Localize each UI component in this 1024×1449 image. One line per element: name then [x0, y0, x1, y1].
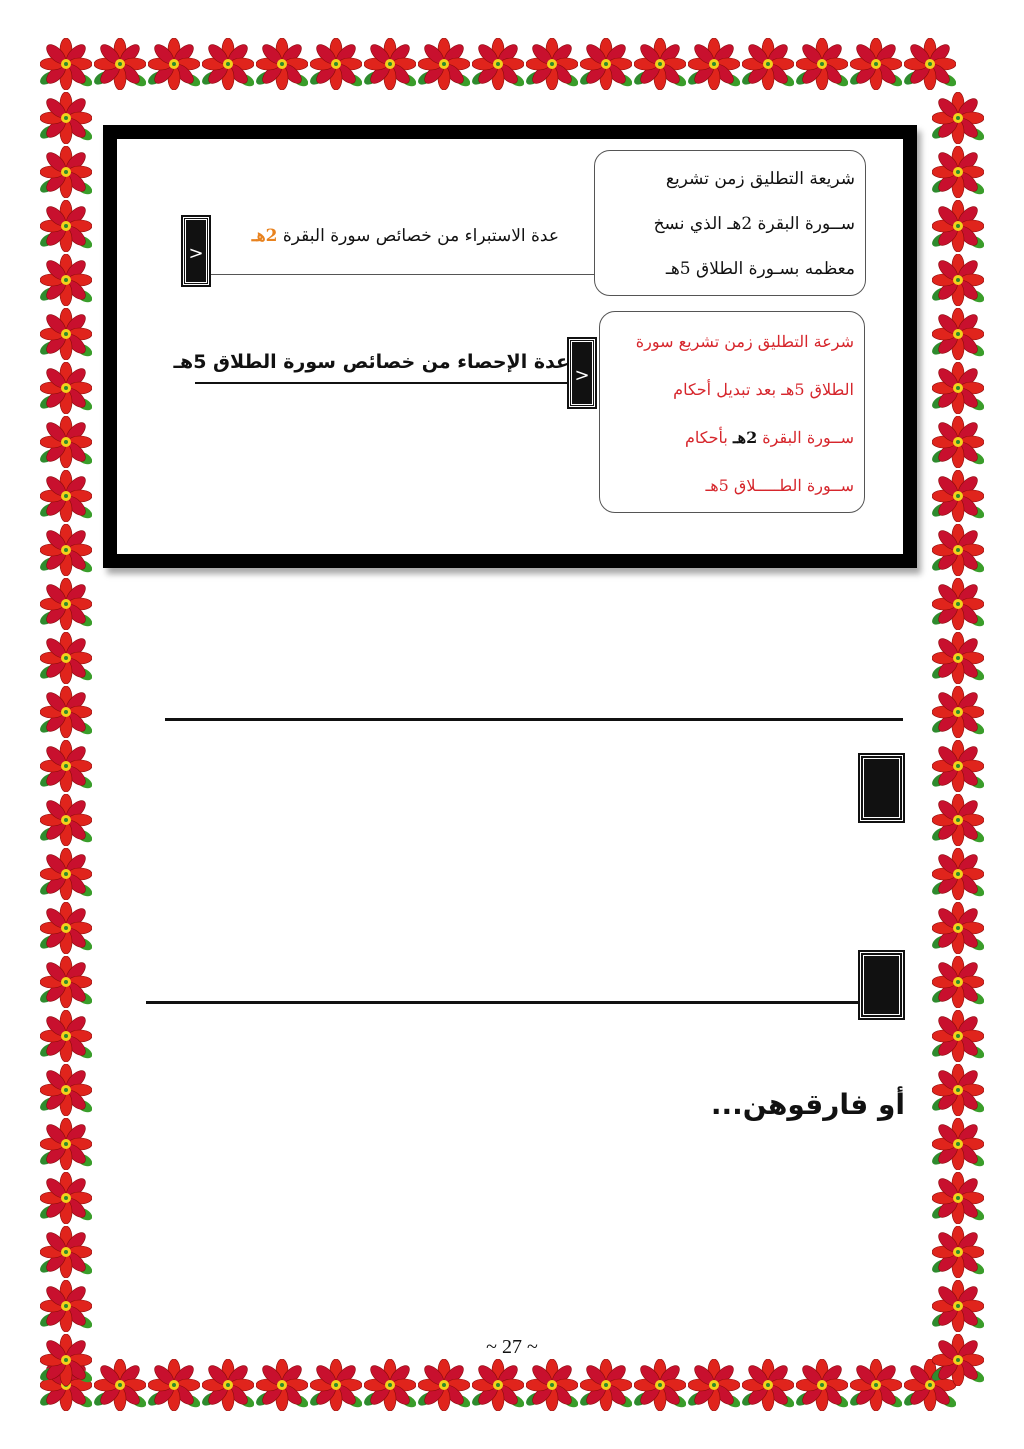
poinsettia-icon [932, 794, 984, 846]
poinsettia-icon [932, 416, 984, 468]
poinsettia-icon [634, 1359, 686, 1411]
poinsettia-icon [94, 38, 146, 90]
bullet-box [860, 952, 903, 1018]
label-istibra-highlight: 2هـ [251, 226, 278, 246]
poinsettia-icon [40, 632, 92, 684]
diagram-frame [103, 125, 917, 568]
note-line: شريعة التطليق زمن تشريع [665, 169, 855, 189]
poinsettia-icon [40, 146, 92, 198]
poinsettia-icon [932, 686, 984, 738]
poinsettia-icon [932, 146, 984, 198]
connector-line [209, 274, 595, 275]
arrow-box-2 [569, 339, 595, 407]
poinsettia-icon [932, 902, 984, 954]
answer-line [165, 718, 903, 721]
poinsettia-icon [472, 1359, 524, 1411]
poinsettia-icon [932, 848, 984, 900]
poinsettia-icon [932, 308, 984, 360]
answer-line [146, 1001, 860, 1004]
poinsettia-icon [932, 1334, 984, 1386]
arrow-box-1 [183, 217, 209, 285]
note-line: ســورة البقرة 2هـ الذي نسخ [653, 214, 855, 234]
poinsettia-icon [932, 1226, 984, 1278]
poinsettia-icon [148, 1359, 200, 1411]
poinsettia-icon [932, 956, 984, 1008]
note-line: شرعة التطليق زمن تشريع سورة [635, 332, 854, 351]
poinsettia-icon [256, 1359, 308, 1411]
poinsettia-icon [40, 1334, 92, 1386]
note-box-talaq [599, 311, 865, 513]
poinsettia-icon [310, 1359, 362, 1411]
poinsettia-icon [40, 92, 92, 144]
poinsettia-icon [364, 38, 416, 90]
poinsettia-icon [40, 254, 92, 306]
note-line-start: ســورة البقرة [762, 428, 854, 447]
poinsettia-icon [40, 524, 92, 576]
poinsettia-icon [932, 1172, 984, 1224]
poinsettia-icon [580, 38, 632, 90]
poinsettia-icon [526, 1359, 578, 1411]
poinsettia-icon [256, 38, 308, 90]
label-ihsa: عدة الإحصاء من خصائص سورة الطلاق 5هـ [173, 351, 569, 373]
poinsettia-icon [40, 740, 92, 792]
underline [195, 382, 569, 384]
poinsettia-icon [932, 632, 984, 684]
poinsettia-icon [40, 956, 92, 1008]
poinsettia-icon [40, 902, 92, 954]
poinsettia-icon [742, 38, 794, 90]
poinsettia-icon [688, 1359, 740, 1411]
poinsettia-icon [418, 38, 470, 90]
label-istibra-text: عدة الاستبراء من خصائص سورة البقرة [282, 226, 559, 246]
poinsettia-icon [40, 1172, 92, 1224]
poinsettia-icon [40, 1226, 92, 1278]
poinsettia-icon [418, 1359, 470, 1411]
note-line: معظمه بسـورة الطلاق 5هـ [665, 259, 855, 279]
poinsettia-icon [932, 1010, 984, 1062]
poinsettia-icon [796, 1359, 848, 1411]
poinsettia-icon [40, 38, 92, 90]
label-istibra [209, 226, 559, 246]
poinsettia-icon [40, 1064, 92, 1116]
bullet-box [860, 755, 903, 821]
poinsettia-icon [40, 794, 92, 846]
poinsettia-icon [932, 740, 984, 792]
poinsettia-icon [202, 38, 254, 90]
note-line-end: بأحكام [685, 428, 728, 447]
poinsettia-icon [796, 38, 848, 90]
poinsettia-icon [634, 38, 686, 90]
poinsettia-icon [742, 1359, 794, 1411]
poinsettia-icon [148, 38, 200, 90]
poinsettia-icon [40, 1010, 92, 1062]
poinsettia-icon [526, 38, 578, 90]
poinsettia-icon [932, 254, 984, 306]
chevron-icon: > [188, 243, 204, 264]
poinsettia-icon [364, 1359, 416, 1411]
poinsettia-icon [472, 38, 524, 90]
poinsettia-icon [932, 362, 984, 414]
note-line-number: 2هـ [732, 428, 758, 447]
poinsettia-icon [40, 416, 92, 468]
note-line: ســورة الطـــــلاق 5هـ [705, 476, 854, 495]
poinsettia-icon [40, 1118, 92, 1170]
page-number: ~ 27 ~ [486, 1336, 538, 1358]
poinsettia-icon [40, 578, 92, 630]
poinsettia-icon [40, 686, 92, 738]
poinsettia-icon [40, 200, 92, 252]
poinsettia-icon [580, 1359, 632, 1411]
poinsettia-icon [40, 848, 92, 900]
poinsettia-icon [850, 38, 902, 90]
poinsettia-icon [932, 1118, 984, 1170]
poinsettia-icon [202, 1359, 254, 1411]
poinsettia-icon [904, 38, 956, 90]
poinsettia-icon [932, 470, 984, 522]
poinsettia-icon [40, 362, 92, 414]
poinsettia-icon [310, 38, 362, 90]
poinsettia-icon [932, 1064, 984, 1116]
poinsettia-icon [40, 1280, 92, 1332]
closing-text: أو فارقوهن... [710, 1088, 905, 1121]
poinsettia-icon [932, 200, 984, 252]
poinsettia-icon [932, 1280, 984, 1332]
poinsettia-icon [932, 578, 984, 630]
poinsettia-icon [688, 38, 740, 90]
note-line [610, 414, 854, 462]
poinsettia-icon [40, 470, 92, 522]
poinsettia-icon [932, 524, 984, 576]
poinsettia-icon [94, 1359, 146, 1411]
poinsettia-icon [40, 308, 92, 360]
poinsettia-icon [932, 92, 984, 144]
chevron-icon: > [574, 365, 590, 386]
poinsettia-icon [850, 1359, 902, 1411]
note-line: الطلاق 5هـ بعد تبديل أحكام [673, 380, 854, 399]
note-box-baqarah [594, 150, 866, 296]
